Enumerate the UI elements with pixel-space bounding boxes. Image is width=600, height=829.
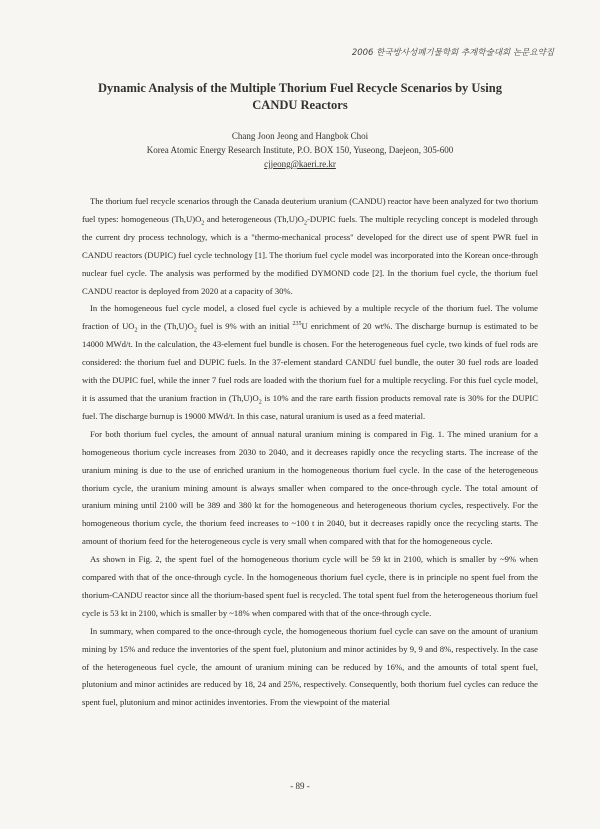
conference-header: 2006 한국방사성폐기물학회 추계학술대회 논문요약집 (351, 48, 554, 58)
paragraph-3: For both thorium fuel cycles, the amount of annual natural uranium mining is compared in Fig. 1. The mined uranium for a homogeneous thorium cycle increases from 2030 to 2040, and it decreases rapidly once the recycling starts. The increase of the uranium mining is due to the use of enriched uranium in the homogeneous thorium fuel cycle. In the case of the heterogeneous thorium cycle, the uranium mining amount is always smaller when compared to the once-through cycle. The total amount of uranium mining until 2100 will be 389 and 380 kt for the homogeneous and heterogeneous thorium cycles, respectively. For the homogeneous thorium cycle, the thorium feed increases to ~100 t in 2040, but it decreases rapidly once the recycling starts. The amount of thorium feed for the heterogeneous cycle is very small when compared with that for the homogeneous cycle. (82, 428, 538, 547)
paragraph-2: In the homogeneous fuel cycle model, a closed fuel cycle is achieved by a multiple recycle of the thorium fuel. The volume fraction of $UO_2$ in the $(Th,U)O_2$ fuel is 9% with an initial $^{235}$U enrichment of 20 wt%. The discharge burnup is estimated to be 14000 MWd/t. In the calculation, the 43-element fuel bundle is chosen. For the heterogeneous fuel cycle, two kinds of fuel rods are considered: the thorium fuel and DUPIC fuels. In the 37-element standard CANDU fuel bundle, the outer 30 fuel rods are loaded with the DUPIC fuel, while the inner 7 fuel rods are loaded with the thorium fuel for a multiple recycling. For this fuel cycle model, it is assumed that the uranium fraction in $(Th,U)O_2$ is 10% and the rare earth fission products removal rate is 30% for the DUPIC fuel. The discharge burnup is 19000 MWd/t. In this case, natural uranium is used as a feed material. (82, 303, 538, 421)
title-line-2: CANDU Reactors (252, 98, 348, 112)
paragraph-1: The thorium fuel recycle scenarios through the Canada deuterium uranium (CANDU) reactor have been analyzed for two thorium fuel types: homogeneous $(Th,U)O_2$ and heterogeneous $(Th,U)O_2$-DUPIC fuels. The multiple recycling concept is modeled through the current dry process technology, which is a "thermo-mechanical process" developed for the direct use of spent PWR fuel in CANDU reactors (DUPIC) fuel cycle technology [1]. The thorium fuel cycle model was incorporated into the Korean once-through nuclear fuel cycle. The analysis was performed by the modified DYMOND code [2]. In the thorium fuel cycle, the thorium fuel CANDU reactor is deployed from 2020 at a capacity of 30%. (82, 196, 538, 296)
author-names: Chang Joon Jeong and Hangbok Choi (231, 131, 369, 141)
author-affiliation: Korea Atomic Energy Research Institute, P.O. BOX 150, Yuseong, Daejeon, 305-600 (146, 145, 454, 155)
paragraph-4: As shown in Fig. 2, the spent fuel of the homogeneous thorium cycle will be 59 kt in 2100, which is smaller by ~9% when compared with that of the once-through cycle. In the homogeneous thorium fuel cycle, there is in principle no spent fuel from the thorium-CANDU reactor since all the thorium-based spent fuel is recycled. The total spent fuel from the heterogeneous thorium fuel cycle is 53 kt in 2100, which is smaller by ~18% when compared with that of the once-through cycle. (82, 554, 538, 618)
paragraph-5: In summary, when compared to the once-through cycle, the homogeneous thorium fuel cycle can save on the amount of uranium mining by 15% and reduce the inventories of the spent fuel, plutonium and minor actinides by 9, 9 and 8%, respectively. In the case of the heterogeneous fuel cycle, the amount of uranium mining can be reduced by 16%, and the amounts of total spent fuel, plutonium and minor actinides are reduced by 18, 24 and 25%, respectively. Consequently, both thorium fuel cycles can reduce the spent fuel, plutonium and minor actinides inventories. From the viewpoint of the material (82, 625, 538, 708)
author-email[interactable]: cjjeong@kaeri.re.kr (264, 159, 336, 169)
page-number: - 89 - (290, 781, 310, 791)
author-block (0, 129, 600, 171)
paper-title (70, 80, 530, 114)
title-line-1: Dynamic Analysis of the Multiple Thorium Fuel Recycle Scenarios by Using (98, 81, 502, 95)
abstract-body (82, 193, 538, 712)
